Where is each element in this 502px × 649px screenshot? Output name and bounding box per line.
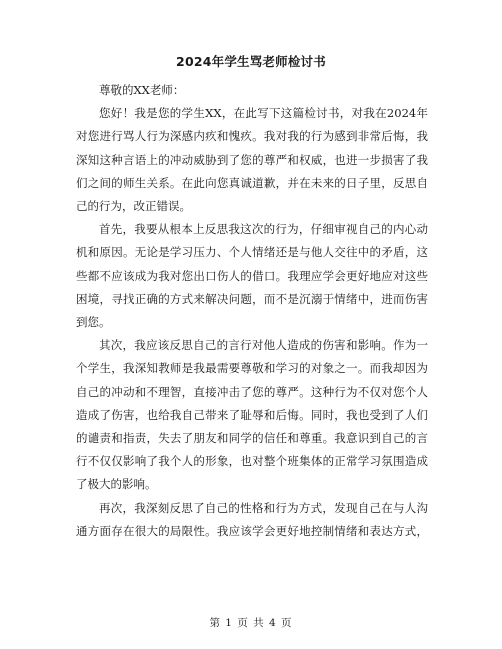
paragraph-line: 己的行为，改正错误。	[76, 199, 191, 214]
page-number: 第 1 页 共 4 页	[209, 617, 293, 629]
paragraph-line: 们之间的师生关系。在此向您真诚道歉，并在未来的日子里，反思自	[76, 175, 428, 190]
paragraph-line: 的谴责和指责，失去了朋友和同学的信任和尊重。我意识到自己的言	[76, 431, 428, 446]
paragraph-line: 困境，寻找正确的方式来解决问题，而不是沉溺于情绪中，进而伤害	[76, 291, 428, 306]
paragraph-line: 对您进行骂人行为深感内疚和愧疚。我对我的行为感到非常后悔，我	[76, 129, 428, 144]
paragraph-line: 到您。	[76, 315, 111, 330]
paragraph-container	[76, 102, 428, 543]
paragraph-line: 其次，我应该反思自己的言行对他人造成的伤害和影响。作为一	[99, 338, 428, 353]
document-title: 2024年学生骂老师检讨书	[176, 54, 326, 69]
paragraph-line: 造成了伤害，也给我自己带来了耻辱和后悔。同时，我也受到了人们	[76, 407, 428, 422]
paragraph-line: 深知这种言语上的冲动威胁到了您的尊严和权威，也进一步损害了我	[76, 152, 428, 167]
paragraph-line: 首先，我要从根本上反思我这次的行为，仔细审视自己的内心动	[99, 222, 428, 237]
paragraph-line: 自己的冲动和不理智，直接冲击了您的尊严。这种行为不仅对您个人	[76, 384, 428, 399]
paragraph-line: 些都不应该成为我对您出口伤人的借口。我理应学会更好地应对这些	[76, 268, 428, 283]
paragraph-line: 个学生，我深知教师是我最需要尊敬和学习的对象之一。而我却因为	[76, 361, 428, 376]
paragraph-line: 行不仅仅影响了我个人的形象，也对整个班集体的正常学习氛围造成	[76, 454, 428, 469]
paragraph-line: 您好！我是您的学生XX，在此写下这篇检讨书，对我在2024年	[99, 106, 428, 121]
paragraph-line: 机和原因。无论是学习压力、个人情绪还是与他人交往中的矛盾，这	[76, 245, 428, 260]
paragraph-line: 通方面存在很大的局限性。我应该学会更好地控制情绪和表达方式，	[76, 523, 428, 538]
paragraph-line: 再次，我深刻反思了自己的性格和行为方式，发现自己在与人沟	[99, 500, 428, 515]
document-body	[76, 79, 428, 543]
salutation: 尊敬的XX老师：	[99, 83, 185, 97]
paragraph-line: 了极大的影响。	[76, 477, 157, 492]
